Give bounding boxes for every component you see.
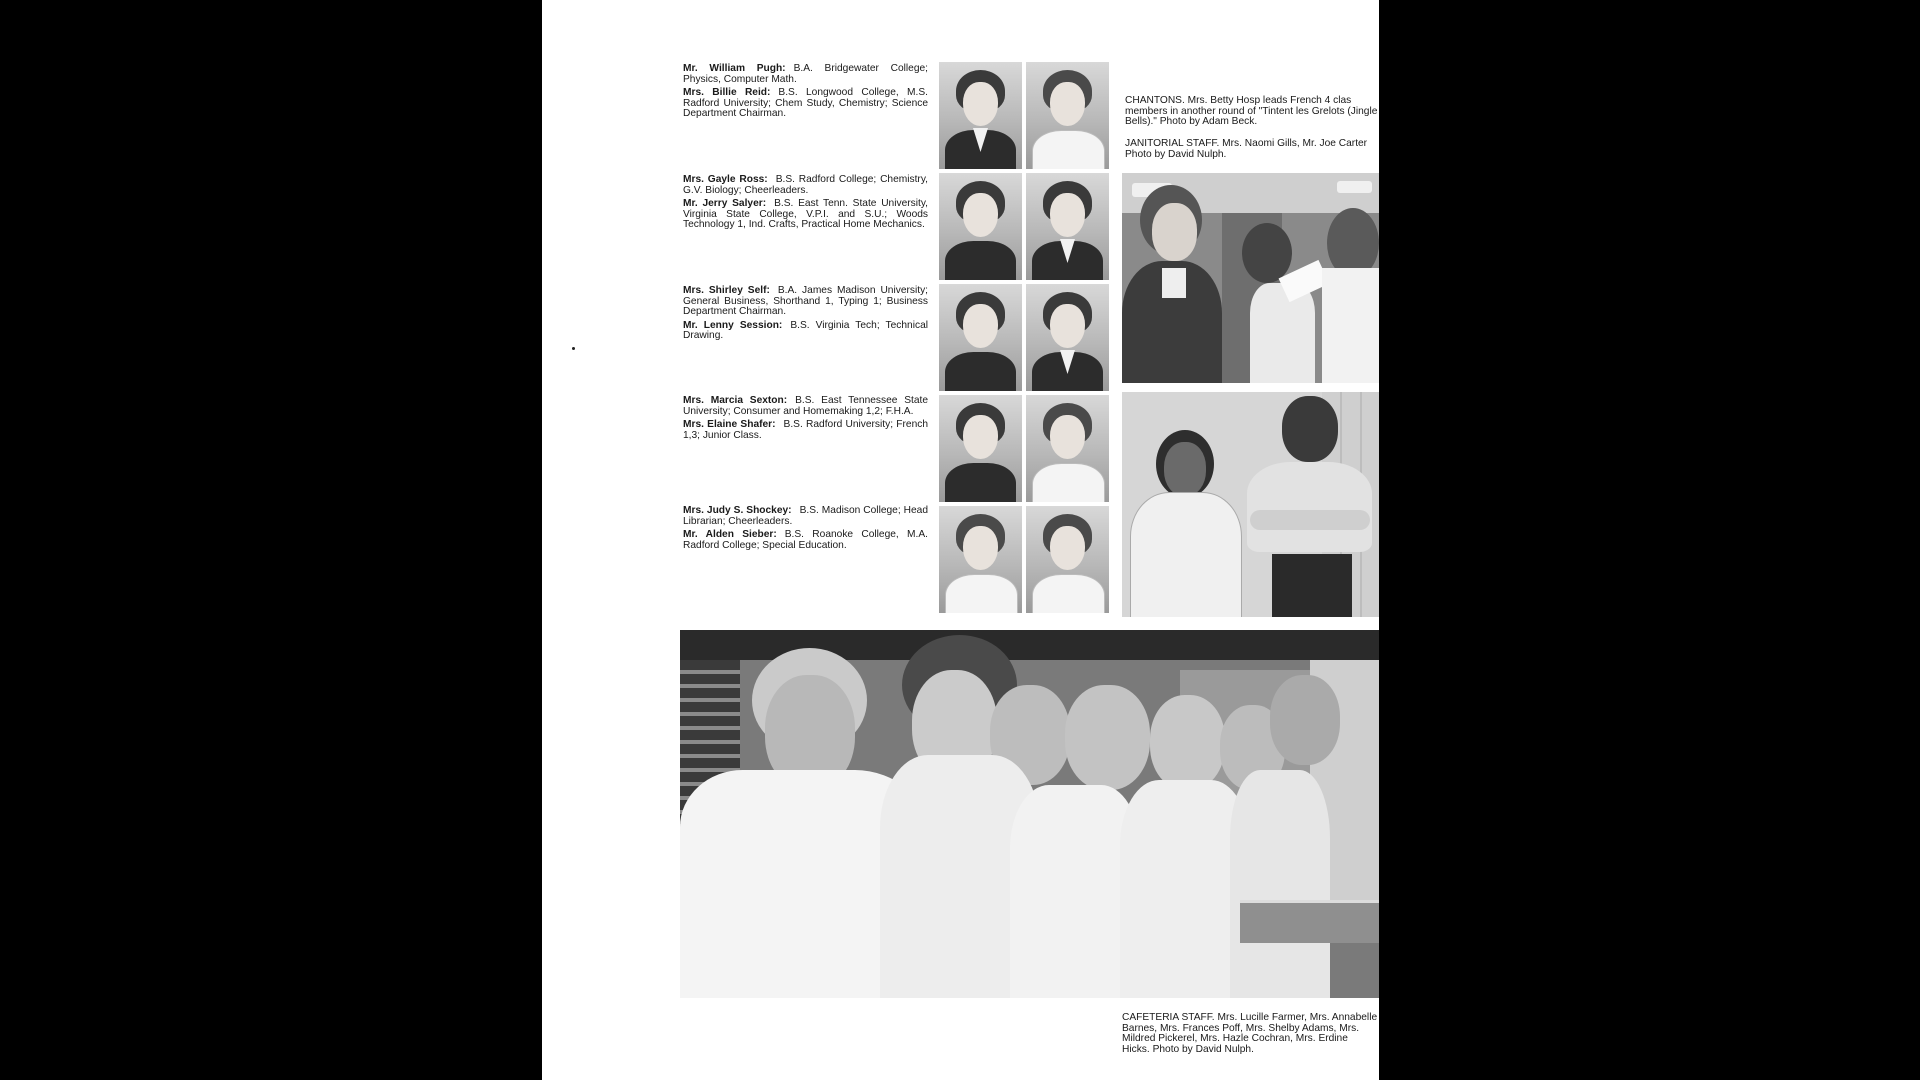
bio-elaine-shafer (683, 420, 928, 441)
bio-name: Mrs. Shirley Self: (683, 285, 770, 296)
caption-chantons (1125, 96, 1377, 128)
bio-name: Mrs. Judy S. Shockey: (683, 505, 792, 516)
bio-text: B.S. Radford University; French 1,3; Junior Class. (683, 419, 928, 441)
caption-line: CAFETERIA STAFF. Mrs. Lucille Farmer, Mrs. Annabelle (1122, 1012, 1378, 1023)
caption-line: Barnes, Mrs. Frances Poff, Mrs. Shelby Adams, Mrs. (1122, 1022, 1360, 1034)
bio-william-pugh (683, 64, 928, 85)
bio-text: B.S. East Tennessee State University; Consumer and Homemaking 1,2; F.H.A. (683, 395, 928, 417)
bio-shirley-self (683, 286, 928, 318)
caption-cafeteria (1122, 1013, 1377, 1055)
bio-group-pugh-reid (683, 64, 928, 123)
bio-lenny-session (683, 321, 928, 342)
portrait-jerry-salyer (1026, 173, 1109, 280)
caption-line: Photo by David Nulph. (1125, 148, 1227, 160)
caption-line: CHANTONS. Mrs. Betty Hosp leads French 4 clas (1125, 95, 1352, 106)
bio-judy-shockey (683, 506, 928, 527)
portrait-marcia-sexton (939, 395, 1022, 502)
photo-chantons-class (1122, 173, 1379, 383)
bio-group-self-session (683, 286, 928, 345)
bio-text: B.S. Radford College; Chemistry, G.V. Biology; Cheerleaders. (683, 174, 928, 196)
caption-line: JANITORIAL STAFF. Mrs. Naomi Gills, Mr. Joe Carter (1125, 138, 1368, 149)
photo-cafeteria-staff (680, 630, 1379, 998)
bio-name: Mr. Jerry Salyer: (683, 198, 767, 210)
scan-speck (572, 347, 575, 350)
portrait-alden-sieber (1026, 506, 1109, 613)
bio-alden-sieber (683, 530, 928, 551)
bio-group-shockey-sieber (683, 506, 928, 554)
bio-name: Mr. Lenny Session: (683, 319, 783, 331)
bio-group-ross-salyer (683, 175, 928, 234)
bio-text: B.S. Madison College; Head Librarian; Cheerleaders. (683, 505, 928, 527)
bio-text: B.S. Virginia Tech; Technical Drawing. (683, 319, 928, 342)
portrait-william-pugh (939, 62, 1022, 169)
bio-name: Mrs. Gayle Ross: (683, 174, 768, 185)
photo-janitorial-staff (1122, 392, 1379, 617)
bio-billie-reid (683, 88, 928, 120)
yearbook-page (542, 0, 1379, 1080)
bio-text: B.S. Longwood College, M.S. Radford University; Chem Study, Chemistry; Science Department Chairman. (683, 87, 928, 120)
bio-text: B.S. East Tenn. State University, Virginia State College, V.P.I. and S.U.; Woods Technology 1, Ind. Crafts, Practical Home Mechanics. (683, 198, 928, 231)
caption-line: Mildred Pickerel, Mrs. Hazle Cochran, Mrs. Erdine (1122, 1033, 1348, 1045)
bio-gayle-ross (683, 175, 928, 196)
caption-line: Hicks. Photo by David Nulph. (1122, 1043, 1254, 1055)
bio-name: Mrs. Billie Reid: (683, 87, 771, 99)
portrait-lenny-session (1026, 284, 1109, 391)
bio-text: B.A. Bridgewater College; Physics, Computer Math. (683, 63, 928, 85)
bio-marcia-sexton (683, 396, 928, 417)
portrait-gayle-ross (939, 173, 1022, 280)
bio-text: B.A. James Madison University; General Business, Shorthand 1, Typing 1; Business Department Chairman. (683, 285, 928, 318)
bio-jerry-salyer (683, 199, 928, 231)
portrait-judy-shockey (939, 506, 1022, 613)
caption-janitorial (1125, 139, 1367, 160)
portrait-elaine-shafer (1026, 395, 1109, 502)
bio-name: Mrs. Marcia Sexton: (683, 395, 788, 406)
portrait-shirley-self (939, 284, 1022, 391)
bio-name: Mr. Alden Sieber: (683, 529, 777, 541)
bio-text: B.S. Roanoke College, M.A. Radford College; Special Education. (683, 529, 928, 551)
bio-group-sexton-shafer (683, 396, 928, 444)
bio-name: Mrs. Elaine Shafer: (683, 419, 776, 431)
portrait-billie-reid (1026, 62, 1109, 169)
caption-line: Bells)." Photo by Adam Beck. (1125, 116, 1258, 128)
bio-name: Mr. William Pugh: (683, 63, 786, 74)
caption-line: members in another round of "Tintent les Grelots (Jingle (1125, 105, 1378, 117)
